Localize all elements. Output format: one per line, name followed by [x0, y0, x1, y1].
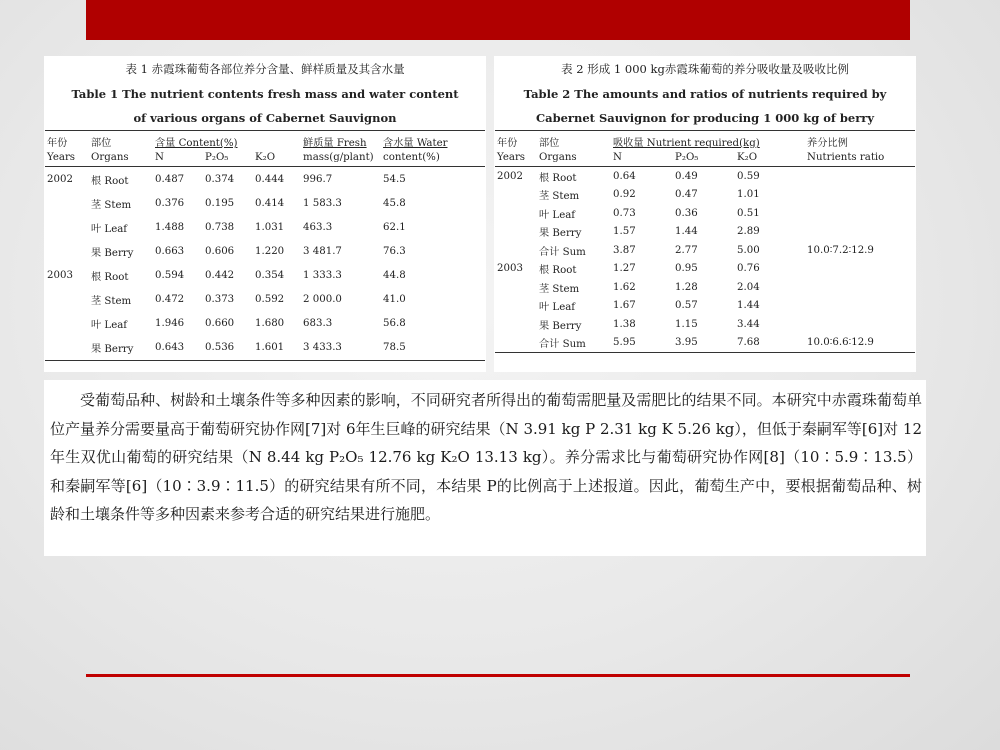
- cell: 茎 Stem: [91, 199, 132, 211]
- table-row: [45, 191, 485, 215]
- t2-h-year-en: Years: [495, 149, 537, 167]
- cell: 果 Berry: [539, 320, 582, 332]
- cell: 7.68: [735, 334, 805, 353]
- t1-h-year: 年份: [45, 131, 89, 150]
- table-row: [495, 334, 915, 353]
- table-row: [45, 312, 485, 336]
- cell: 0.374: [205, 173, 235, 185]
- table-row: [495, 241, 915, 260]
- cell: 3 481.7: [303, 245, 342, 257]
- cell: 2003: [497, 263, 523, 275]
- cell: 0.76: [737, 263, 760, 275]
- cell: 叶 Leaf: [91, 223, 128, 235]
- cell: 3.87: [613, 244, 636, 256]
- table1: [45, 130, 485, 361]
- t2-h-organ: 部位: [537, 131, 611, 150]
- table1-caption-cn: 表 1 赤霞珠葡萄各部位养分含量、鲜样质量及其含水量: [125, 62, 405, 76]
- cell: 0.472: [155, 294, 185, 306]
- cell: 2003: [47, 269, 73, 281]
- t1-h-organ-en: Organs: [89, 149, 153, 167]
- cell: [45, 336, 89, 361]
- cell: 0.57: [675, 300, 698, 312]
- cell: 0.47: [675, 189, 698, 201]
- table1-caption-en-2: of various organs of Cabernet Sauvignon: [133, 111, 397, 125]
- cell: 56.8: [383, 318, 406, 330]
- cell: 果 Berry: [89, 336, 153, 361]
- cell: [495, 241, 537, 260]
- cell: 根 Root: [91, 271, 129, 283]
- cell: [805, 186, 915, 205]
- cell: [805, 167, 915, 186]
- discussion-paragraph: 受葡萄品种、树龄和土壤条件等多种因素的影响，不同研究者所得出的葡萄需肥量及需肥比的结果不同。本研究中赤霞珠葡萄单位产量养分需要量高于葡萄研究协作网[7]对 6年生巨峰的研究结果（N 3.91 kg P 2.31 kg K 5.26 kg），但低于秦嗣军等[6]对 12年生双优山葡萄的研究结果（N 8.44 kg P₂O₅ 12.76 kg K₂O 13.13 kg）。养分需求比与葡萄研究协作网[8]（10∶5.9∶13.5）和秦嗣军等[6]（10∶3.9∶11.5）的研究结果有所不同，本结果 P的比例高于上述报道。因此，葡萄生产中，要根据葡萄品种、树龄和土壤条件等多种因素来参考合适的研究结果进行施肥。: [50, 391, 923, 523]
- cell: [805, 315, 915, 334]
- cell: [495, 297, 537, 316]
- cell: 78.5: [381, 336, 485, 361]
- cell: 41.0: [383, 294, 406, 306]
- t1-h-fresh-en: mass(g/plant): [301, 149, 381, 167]
- cell: 合计 Sum: [539, 246, 586, 258]
- cell: 3.95: [673, 334, 735, 353]
- cell: 1.946: [155, 318, 185, 330]
- cell: 3.44: [737, 318, 760, 330]
- cell: [45, 287, 89, 311]
- cell: 10.0∶6.6∶12.9: [805, 334, 915, 353]
- cell: 1.28: [675, 281, 698, 293]
- cell: 0.376: [155, 197, 185, 209]
- t2-h-k2o: K₂O: [735, 149, 805, 167]
- cell: [495, 315, 537, 334]
- cell: 2.77: [675, 244, 698, 256]
- cell: 根 Root: [539, 172, 577, 184]
- cell: 1.601: [253, 336, 301, 361]
- cell: 2.89: [737, 226, 760, 238]
- cell: 0.95: [675, 263, 698, 275]
- table-row: [45, 287, 485, 311]
- cell: 1.44: [737, 300, 760, 312]
- cell: 0.592: [255, 294, 285, 306]
- table2-caption-en-1: Table 2 The amounts and ratios of nutrients required by: [523, 87, 887, 101]
- cell: 2002: [47, 173, 73, 185]
- cell: 根 Root: [539, 265, 577, 277]
- cell: 0.606: [205, 245, 235, 257]
- cell: 1.62: [613, 281, 636, 293]
- cell: [495, 223, 537, 242]
- cell: 10.0∶7.2∶12.9: [807, 244, 874, 256]
- cell: 1.031: [255, 221, 285, 233]
- cell: 0.487: [155, 173, 185, 185]
- table2-caption-en-2: Cabernet Sauvignon for producing 1 000 kg of berry: [535, 111, 875, 125]
- cell: 1.38: [613, 318, 636, 330]
- cell: 3 433.3: [301, 336, 381, 361]
- table1-panel: [44, 56, 486, 372]
- table-row: [495, 297, 915, 316]
- cell: 45.8: [383, 197, 406, 209]
- table-row: [495, 278, 915, 297]
- cell: 5.95: [611, 334, 673, 353]
- t1-h-year-en: Years: [45, 149, 89, 167]
- t1-h-content: 含量 Content(%): [153, 131, 301, 150]
- cell: 0.663: [155, 245, 185, 257]
- table-row: [495, 204, 915, 223]
- cell: 0.49: [675, 170, 698, 182]
- table-row: [495, 167, 915, 186]
- t2-h-n: N: [611, 149, 673, 167]
- cell: [805, 260, 915, 279]
- cell: 果 Berry: [539, 228, 582, 240]
- cell: 1.57: [613, 226, 636, 238]
- t1-h-fresh: 鲜质量 Fresh: [301, 131, 381, 150]
- table1-caption-en-1: Table 1 The nutrient contents fresh mass and water content: [71, 87, 459, 101]
- cell: 0.414: [255, 197, 285, 209]
- cell: 茎 Stem: [91, 296, 132, 308]
- cell: 果 Berry: [91, 247, 134, 259]
- cell: 0.59: [737, 170, 760, 182]
- table2-caption-cn: 表 2 形成 1 000 kg赤霞珠葡萄的养分吸收量及吸收比例: [561, 62, 849, 76]
- cell: 0.73: [613, 207, 636, 219]
- cell: 0.354: [255, 269, 285, 281]
- cell: 根 Root: [91, 175, 129, 187]
- cell: 0.64: [613, 170, 636, 182]
- cell: [495, 334, 537, 353]
- cell: 996.7: [303, 173, 333, 185]
- t1-h-organ: 部位: [89, 131, 153, 150]
- cell: 1.01: [737, 189, 760, 201]
- discussion-panel: [44, 380, 926, 556]
- table-row: [495, 260, 915, 279]
- cell: 76.3: [383, 245, 406, 257]
- cell: 1.15: [675, 318, 698, 330]
- cell: 叶 Leaf: [539, 302, 576, 314]
- cell: 44.8: [383, 269, 406, 281]
- table-row: [45, 336, 485, 361]
- cell: 0.643: [153, 336, 203, 361]
- t2-h-uptake: 吸收量 Nutrient required(kg): [611, 131, 805, 150]
- cell: 0.442: [205, 269, 235, 281]
- cell: 1.27: [613, 263, 636, 275]
- table-row: [45, 239, 485, 263]
- t2-h-p2o5: P₂O₅: [673, 149, 735, 167]
- cell: 0.594: [155, 269, 185, 281]
- cell: 5.00: [737, 244, 760, 256]
- t1-h-water: 含水量 Water: [381, 131, 485, 150]
- table-row: [495, 186, 915, 205]
- t2-h-ratio: 养分比例: [805, 131, 915, 150]
- cell: 叶 Leaf: [539, 209, 576, 221]
- t1-h-p2o5: P₂O₅: [203, 149, 253, 167]
- cell: [805, 204, 915, 223]
- slide-footer-line: [86, 674, 910, 677]
- cell: [805, 278, 915, 297]
- table-row: [45, 263, 485, 287]
- t2-h-ratio-en: Nutrients ratio: [805, 149, 915, 167]
- cell: 0.195: [205, 197, 235, 209]
- cell: [805, 223, 915, 242]
- cell: 合计 Sum: [537, 334, 611, 353]
- cell: 1.44: [675, 226, 698, 238]
- t1-h-k2o: K₂O: [253, 149, 301, 167]
- table2: [495, 130, 915, 353]
- cell: 茎 Stem: [539, 191, 580, 203]
- t2-h-organ-en: Organs: [537, 149, 611, 167]
- cell: 0.536: [203, 336, 253, 361]
- cell: [495, 278, 537, 297]
- t2-h-year: 年份: [495, 131, 537, 150]
- cell: 54.5: [383, 173, 406, 185]
- cell: 0.92: [613, 189, 636, 201]
- cell: 0.738: [205, 221, 235, 233]
- cell: 0.373: [205, 294, 235, 306]
- table-row: [45, 167, 485, 192]
- cell: 茎 Stem: [539, 283, 580, 295]
- cell: 1.488: [155, 221, 185, 233]
- cell: [45, 239, 89, 263]
- cell: 0.444: [255, 173, 285, 185]
- cell: [495, 186, 537, 205]
- cell: 1.67: [613, 300, 636, 312]
- t1-h-n: N: [153, 149, 203, 167]
- cell: [45, 191, 89, 215]
- slide-header-bar: [86, 0, 910, 40]
- cell: 0.51: [737, 207, 760, 219]
- cell: 683.3: [303, 318, 333, 330]
- cell: 叶 Leaf: [91, 320, 128, 332]
- table-row: [495, 315, 915, 334]
- table2-panel: [494, 56, 916, 372]
- cell: 1 333.3: [303, 269, 342, 281]
- cell: 1.220: [255, 245, 285, 257]
- cell: 2002: [497, 170, 523, 182]
- cell: 62.1: [383, 221, 406, 233]
- cell: [45, 215, 89, 239]
- table-row: [45, 215, 485, 239]
- t1-h-water-en: content(%): [381, 149, 485, 167]
- cell: [45, 312, 89, 336]
- table-row: [495, 223, 915, 242]
- cell: [805, 297, 915, 316]
- cell: [495, 204, 537, 223]
- cell: 0.660: [205, 318, 235, 330]
- cell: 1.680: [255, 318, 285, 330]
- cell: 463.3: [303, 221, 333, 233]
- cell: 2.04: [737, 281, 760, 293]
- cell: 0.36: [675, 207, 698, 219]
- cell: 2 000.0: [303, 294, 342, 306]
- cell: 1 583.3: [303, 197, 342, 209]
